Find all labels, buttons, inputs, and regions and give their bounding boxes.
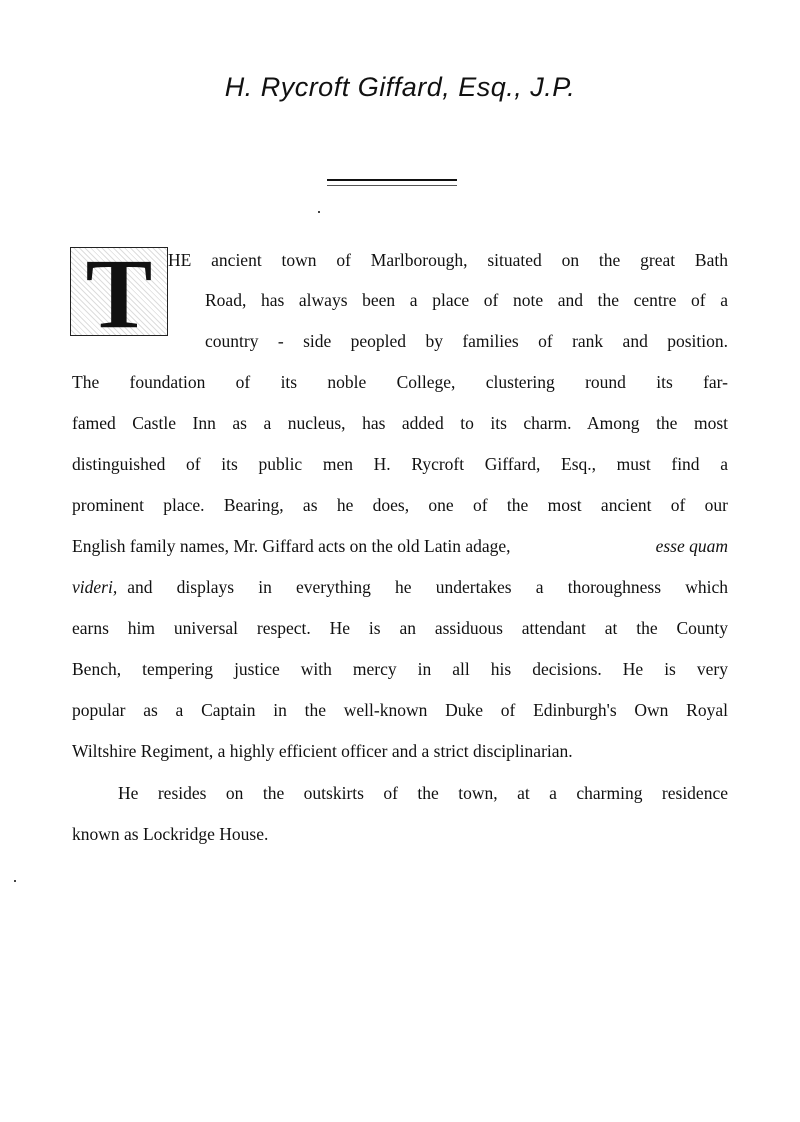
text-line: Bench, tempering justice with mercy in all his decisions. He is very xyxy=(72,659,728,679)
speck xyxy=(318,211,320,213)
text-line: Road, has always been a place of note and the centre of a xyxy=(205,290,728,310)
latin-phrase: videri, xyxy=(72,577,118,597)
text-line: famed Castle Inn as a nucleus, has added to its charm. Among the most xyxy=(72,413,728,433)
text-line: The foundation of its noble College, clustering round its far- xyxy=(72,372,728,392)
speck xyxy=(14,880,16,882)
page-title: H. Rycroft Giffard, Esq., J.P. xyxy=(224,72,576,102)
text-line: He resides on the outskirts of the town, at a charming residence xyxy=(118,783,728,803)
text-line: earns him universal respect. He is an assiduous attendant at the County xyxy=(72,618,728,638)
text-line: popular as a Captain in the well-known Duke of Edinburgh's Own Royal xyxy=(72,700,728,720)
divider-rule xyxy=(327,179,457,186)
text-line: country - side peopled by families of rank and position. xyxy=(205,331,728,351)
text-line: known as Lockridge House. xyxy=(72,824,269,844)
text-line: prominent place. Bearing, as he does, one of the most ancient of our xyxy=(72,495,728,515)
text-line: videri, and displays in everything he undertakes a thoroughness which xyxy=(72,577,728,597)
text-line: distinguished of its public men H. Rycroft Giffard, Esq., must find a xyxy=(72,454,728,474)
text-line: Wiltshire Regiment, a highly efficient officer and a strict disciplinarian. xyxy=(72,741,573,761)
decorative-drop-cap: T xyxy=(70,247,168,336)
latin-phrase: esse quam xyxy=(655,536,728,556)
text-line: English family names, Mr. Giffard acts on the old Latin adage, esse quam xyxy=(72,536,728,556)
text-line: HE ancient town of Marlborough, situated on the great Bath xyxy=(168,250,728,270)
